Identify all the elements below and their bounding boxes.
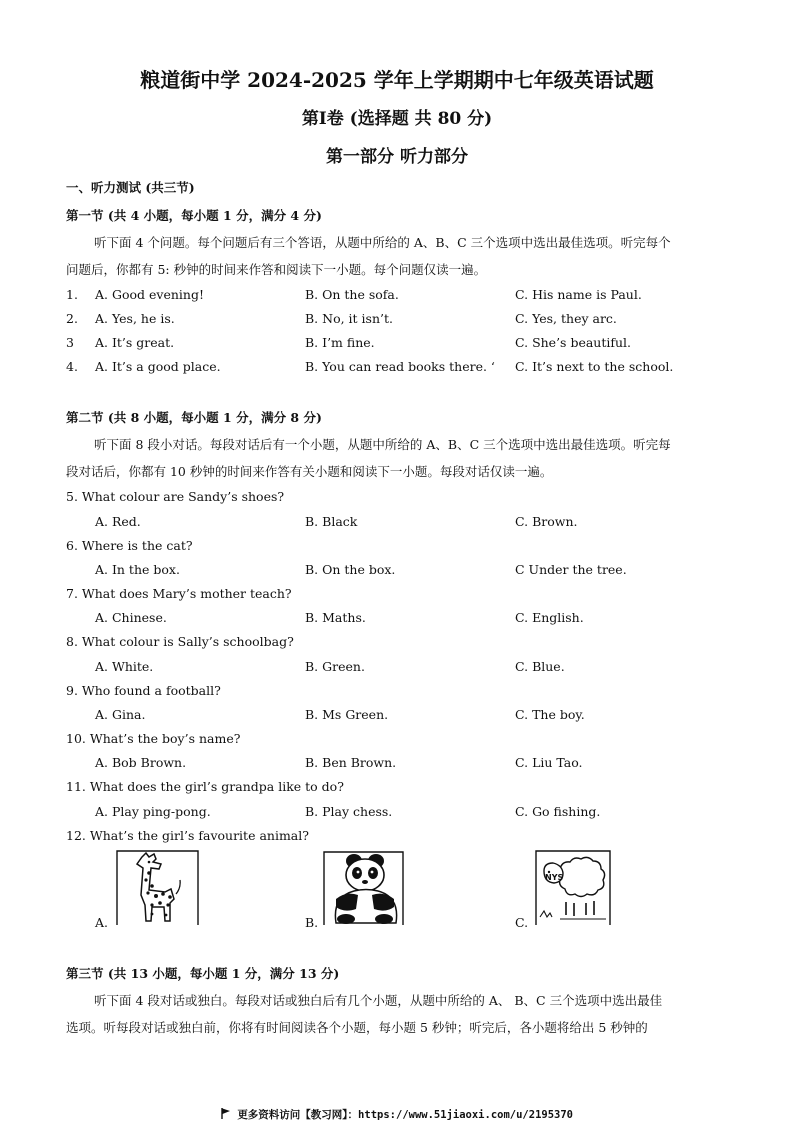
- section3-heading: 第三节 (共 13 小题，每小题 1 分，满分 13 分): [66, 966, 340, 981]
- options-row: [66, 804, 730, 824]
- option-b: B. I’m fine.: [305, 335, 375, 350]
- option-a: A. Yes, he is.: [95, 311, 175, 326]
- footer-link[interactable]: 更多资料访问【教习网】：https://www.51jiaoxi.com/u/2195370: [237, 1109, 573, 1121]
- question-text: 12. What’s the girl’s favourite animal?: [66, 828, 309, 843]
- question-text: 6. Where is the cat?: [66, 538, 193, 553]
- option-b: B. Green.: [305, 659, 365, 674]
- section-heading: 一、听力测试 (共三节): [66, 180, 195, 195]
- question-row: [66, 335, 730, 355]
- option-c: C. English.: [515, 610, 584, 625]
- option-a: A. In the box.: [95, 562, 180, 577]
- options-row: [66, 514, 730, 534]
- option-c: C. She’s beautiful.: [515, 335, 632, 350]
- option-b: B. On the sofa.: [305, 287, 399, 302]
- option-c: C. Liu Tao.: [515, 755, 583, 770]
- flag-icon: [221, 1108, 231, 1119]
- option-a: A. Good evening!: [95, 287, 204, 302]
- option-a: A. Bob Brown.: [95, 755, 187, 770]
- question-number: 4.: [66, 359, 78, 374]
- section2-instruction-line1: 听下面 8 段小对话。每段对话后有一个小题，从题中所给的 A、B、C 三个选项中选出最佳选项。听完每: [94, 437, 671, 452]
- option-b: B. No, it isn’t.: [305, 311, 393, 326]
- question-number: 2.: [66, 311, 78, 326]
- section3-instruction-line2: 选项。听每段对话或独白前，你将有时间阅读各个小题，每小题 5 秒钟；听完后，各小题将给出 5 秒钟的: [66, 1020, 648, 1035]
- question-text: 10. What’s the boy’s name?: [66, 731, 241, 746]
- option-a: A. It’s great.: [95, 335, 175, 350]
- option-c: C. The boy.: [515, 707, 585, 722]
- option-c: C. Yes, they arc.: [515, 311, 617, 326]
- panda-picture: [322, 849, 406, 927]
- footer: [0, 1107, 794, 1122]
- option-a: A. Red.: [95, 514, 141, 529]
- option-c: C. It’s next to the school.: [515, 359, 674, 374]
- options-row: [66, 562, 730, 582]
- option-b: B. You can read books there. ‘: [305, 359, 495, 374]
- volume-title: 第Ⅰ卷 (选择题 共 80 分): [301, 109, 493, 129]
- question-text: 5. What colour are Sandy’s shoes?: [66, 489, 285, 504]
- question-text: 11. What does the girl’s grandpa like to do?: [66, 779, 344, 794]
- question-text: 8. What colour is Sally’s schoolbag?: [66, 634, 294, 649]
- question-text: 7. What does Mary’s mother teach?: [66, 586, 292, 601]
- options-row: [66, 707, 730, 727]
- option-b: B. Ms Green.: [305, 707, 389, 722]
- option-b: B. Ben Brown.: [305, 755, 397, 770]
- option-c-label: C.: [515, 915, 529, 930]
- giraffe-picture: [116, 849, 200, 927]
- option-c: C. His name is Paul.: [515, 287, 642, 302]
- section1-instruction-line1: 听下面 4 个问题。每个问题后有三个答语，从题中所给的 A、B、C 三个选项中选出最佳选项。听完每个: [94, 235, 671, 250]
- option-c: C. Blue.: [515, 659, 565, 674]
- sheep-picture: [530, 849, 614, 927]
- option-a: A. Play ping-pong.: [95, 804, 211, 819]
- option-c: C Under the tree.: [515, 562, 627, 577]
- option-a-label: A.: [95, 915, 109, 930]
- question-row: [66, 287, 730, 307]
- section2-instruction-line2: 段对话后，你都有 10 秒钟的时间来作答有关小题和阅读下一小题。每段对话仅读一遍。: [66, 464, 553, 479]
- option-b: B. Black: [305, 514, 358, 529]
- option-c: C. Brown.: [515, 514, 578, 529]
- options-row: [66, 659, 730, 679]
- part-title: 第一部分 听力部分: [326, 147, 468, 167]
- question-number: 3: [66, 335, 74, 350]
- option-a: A. Gina.: [95, 707, 146, 722]
- options-row: [66, 610, 730, 630]
- question-number: 1.: [66, 287, 78, 302]
- exam-title: 粮道街中学 2024-2025 学年上学期期中七年级英语试题: [140, 68, 654, 92]
- option-a: A. It’s a good place.: [95, 359, 221, 374]
- option-c: C. Go fishing.: [515, 804, 601, 819]
- question-text: 9. Who found a football?: [66, 683, 221, 698]
- option-b: B. Maths.: [305, 610, 366, 625]
- section3-instruction-line1: 听下面 4 段对话或独白。每段对话或独白后有几个小题，从题中所给的 A、 B、C 三个选项中选出最佳: [94, 993, 663, 1008]
- option-b: B. Play chess.: [305, 804, 393, 819]
- question-row: [66, 359, 730, 379]
- sheep-tag-text: NYS: [545, 873, 564, 882]
- options-row: [66, 755, 730, 775]
- option-b: B. On the box.: [305, 562, 396, 577]
- option-a: A. Chinese.: [95, 610, 167, 625]
- section2-heading: 第二节 (共 8 小题，每小题 1 分，满分 8 分): [66, 410, 322, 425]
- question-row: [66, 311, 730, 331]
- option-a: A. White.: [95, 659, 154, 674]
- section1-instruction-line2: 问题后，你都有 5: 秒钟的时间来作答和阅读下一小题。每个问题仅读一遍。: [66, 262, 487, 277]
- option-b-label: B.: [305, 915, 319, 930]
- section1-heading: 第一节 (共 4 小题，每小题 1 分，满分 4 分): [66, 208, 322, 223]
